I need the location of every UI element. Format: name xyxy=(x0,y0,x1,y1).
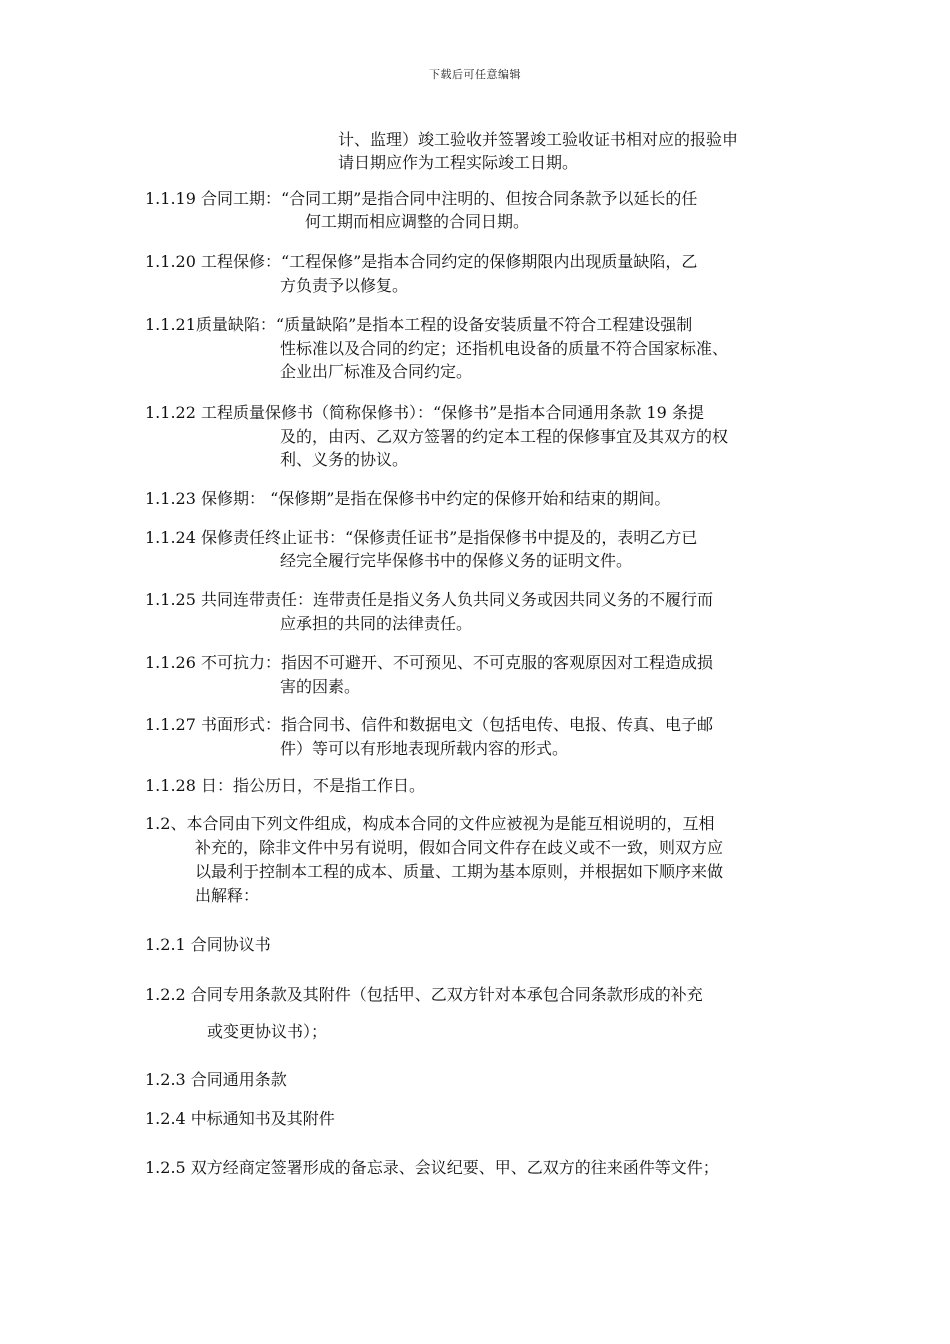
text-line: 件）等可以有形地表现所载内容的形式。 xyxy=(280,739,569,758)
text-line: 应承担的共同的法律责任。 xyxy=(280,614,473,633)
text-line: 或变更协议书）； xyxy=(207,1022,328,1041)
text-line: 补充的，除非文件中另有说明，假如合同文件存在歧义或不一致，则双方应 xyxy=(195,838,724,857)
text-line: 经完全履行完毕保修书中的保修义务的证明文件。 xyxy=(280,551,633,570)
text-line: 方负责予以修复。 xyxy=(280,276,409,295)
text-line: 请日期应作为工程实际竣工日期。 xyxy=(338,153,579,172)
text-line: 性标准以及合同的约定；还指机电设备的质量不符合国家标准、 xyxy=(280,339,729,358)
clause-1-1-24: 1.1.24 保修责任终止证书：“保修责任证书”是指保修书中提及的，表明乙方已 xyxy=(145,528,698,547)
text-line: 计、监理）竣工验收并签署竣工验收证书相对应的报验申 xyxy=(338,130,739,149)
clause-1-1-27: 1.1.27 书面形式：指合同书、信件和数据电文（包括电传、电报、传真、电子邮 xyxy=(145,715,713,734)
clause-1-1-21: 1.1.21质量缺陷：“质量缺陷”是指本工程的设备安装质量不符合工程建设强制 xyxy=(145,315,693,334)
clause-1-1-19: 1.1.19 合同工期：“合同工期”是指合同中注明的、但按合同条款予以延长的任 xyxy=(145,189,698,208)
clause-1-1-28: 1.1.28 日：指公历日，不是指工作日。 xyxy=(145,776,425,795)
clause-1-1-23: 1.1.23 保修期： “保修期”是指在保修书中约定的保修开始和结束的期间。 xyxy=(145,489,671,508)
clause-1-2-5: 1.2.5 双方经商定签署形成的备忘录、会议纪要、甲、乙双方的往来函件等文件； xyxy=(145,1158,719,1177)
text-line: 以最利于控制本工程的成本、质量、工期为基本原则，并根据如下顺序来做 xyxy=(195,862,724,881)
text-line: 企业出厂标准及合同约定。 xyxy=(280,362,473,381)
text-line: 何工期而相应调整的合同日期。 xyxy=(305,212,530,231)
text-line: 及的，由丙、乙双方签署的约定本工程的保修事宜及其双方的权 xyxy=(280,427,729,446)
clause-1-1-26: 1.1.26 不可抗力：指因不可避开、不可预见、不可克服的客观原因对工程造成损 xyxy=(145,653,713,672)
clause-1-2-3: 1.2.3 合同通用条款 xyxy=(145,1070,287,1089)
text-line: 出解释： xyxy=(195,886,260,905)
clause-1-1-20: 1.1.20 工程保修：“工程保修”是指本合同约定的保修期限内出现质量缺陷，乙 xyxy=(145,252,698,271)
clause-1-1-22: 1.1.22 工程质量保修书（简称保修书）：“保修书”是指本合同通用条款 19 条提 xyxy=(145,403,704,422)
page-header: 下载后可任意编辑 xyxy=(429,68,521,81)
clause-1-2-2: 1.2.2 合同专用条款及其附件（包括甲、乙双方针对本承包合同条款形成的补充 xyxy=(145,985,703,1004)
clause-1-2-4: 1.2.4 中标通知书及其附件 xyxy=(145,1109,335,1128)
text-line: 利、义务的协议。 xyxy=(280,450,409,469)
clause-1-1-25: 1.1.25 共同连带责任：连带责任是指义务人负共同义务或因共同义务的不履行而 xyxy=(145,590,713,609)
clause-1-2: 1.2、本合同由下列文件组成，构成本合同的文件应被视为是能互相说明的，互相 xyxy=(145,814,715,833)
clause-1-2-1: 1.2.1 合同协议书 xyxy=(145,935,271,954)
text-line: 害的因素。 xyxy=(280,677,361,696)
